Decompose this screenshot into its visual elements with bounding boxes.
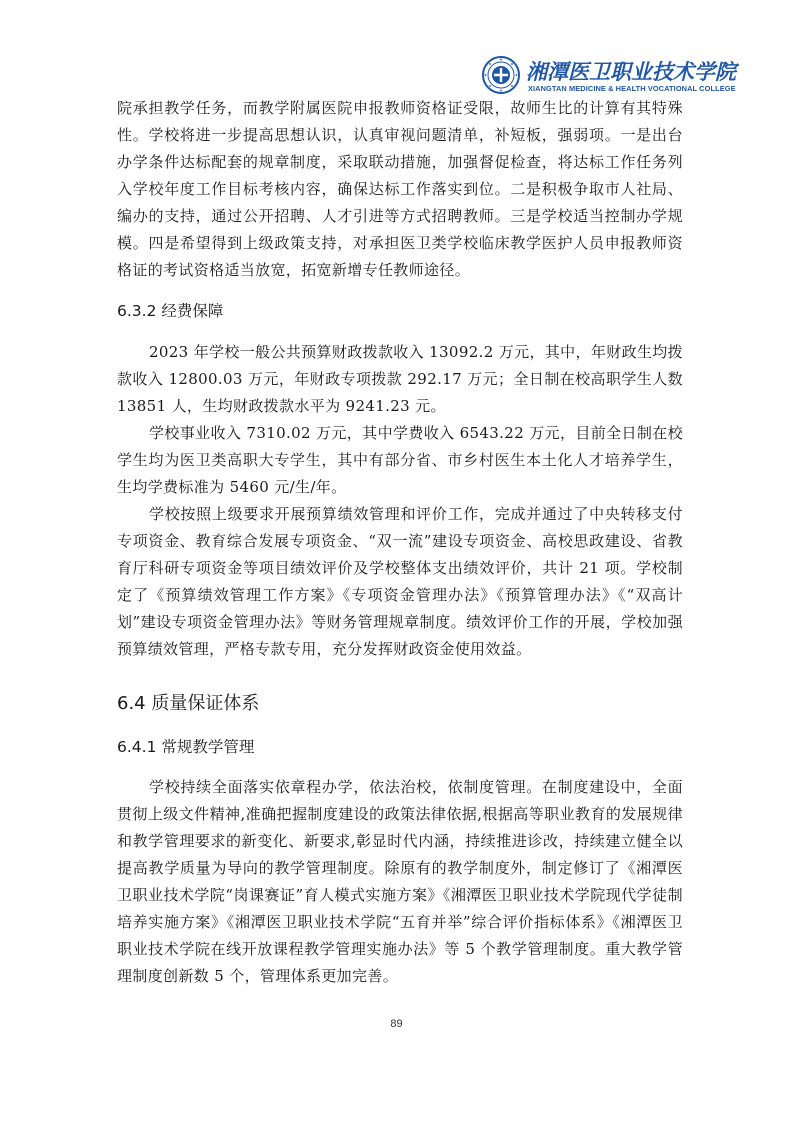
paragraph-teaching-management: 学校持续全面落实依章程办学，依法治校，依制度管理。在制度建设中，全面贯彻上级文件精神,准确把握制度建设的政策法律依据,根据高等职业教育的发展规律和教学管理要求的新变化、新要求,彰显时代内涵，持续推进诊改，持续建立健全以提高教学质量为导向的教学管理制度。除原有的教学制度外，制定修订了《湘潭医卫职业技术学院“岗课赛证”育人模式实施方案》《湘潭医卫职业技术学院现代学徒制培养实施方案》《湘潭医卫职业技术学院“五育并举”综合评价指标体系》《湘潭医卫职业技术学院在线开放课程教学管理实施办法》等 5 个教学管理制度。重大教学管理制度创新数 5 个，管理体系更加完善。	[117, 778, 683, 985]
paragraph-continued: 院承担教学任务，而教学附属医院申报教师资格证受限，故师生比的计算有其特殊性。学校将进一步提高思想认识，认真审视问题清单，补短板，强弱项。一是出台办学条件达标配套的规章制度，采取联动措施，加强督促检查，将达标工作任务列入学校年度工作目标考核内容，确保达标工作落实到位。二是积极争取市人社局、编办的支持，通过公开招聘、人才引进等方式招聘教师。三是学校适当控制办学规模。四是希望得到上级政策支持，对承担医卫类学校临床教学医护人员申报教师资格证的考试资格适当放宽，拓宽新增专任教师途径。	[117, 99, 683, 279]
college-name-en: XIANGTAN MEDICINE & HEALTH VOCATIONAL COLLEGE	[528, 84, 736, 93]
heading-6-3-2: 6.3.2 经费保障	[117, 302, 224, 320]
page-content	[117, 95, 683, 990]
paragraph-tuition-income: 学校事业收入 7310.02 万元，其中学费收入 6543.22 万元，目前全日制在校学生均为医卫类高职大专学生，其中有部分省、市乡村医生本土化人才培养学生，生均学费标准为 5460 元/生/年。	[117, 424, 683, 496]
paragraph-budget-income: 2023 年学校一般公共预算财政拨款收入 13092.2 万元，其中，年财政生均拨款收入 12800.03 万元，年财政专项拨款 292.17 万元；全日制在校高职学生人数 13851 人，生均财政拨款水平为 9241.23 元。	[117, 343, 683, 415]
heading-6-4-1: 6.4.1 常规教学管理	[117, 738, 255, 756]
paragraph-performance-evaluation: 学校按照上级要求开展预算绩效管理和评价工作，完成并通过了中央转移支付专项资金、教育综合发展专项资金、“双一流”建设专项资金、高校思政建设、省教育厅科研专项资金等项目绩效评价及学校整体支出绩效评价，共计 21 项。学校制定了《预算绩效管理工作方案》《专项资金管理办法》《预算管理办法》《“双高计划”建设专项资金管理办法》等财务管理规章制度。绩效评价工作的开展，学校加强预算绩效管理，严格专款专用，充分发挥财政资金使用效益。	[117, 505, 683, 658]
college-header-logo	[482, 54, 736, 98]
college-name-cn: 湘潭医卫职业技术学院	[526, 59, 736, 84]
page-number: 89	[390, 1018, 403, 1030]
college-seal-icon	[482, 56, 520, 94]
heading-6-4: 6.4 质量保证体系	[117, 693, 260, 714]
